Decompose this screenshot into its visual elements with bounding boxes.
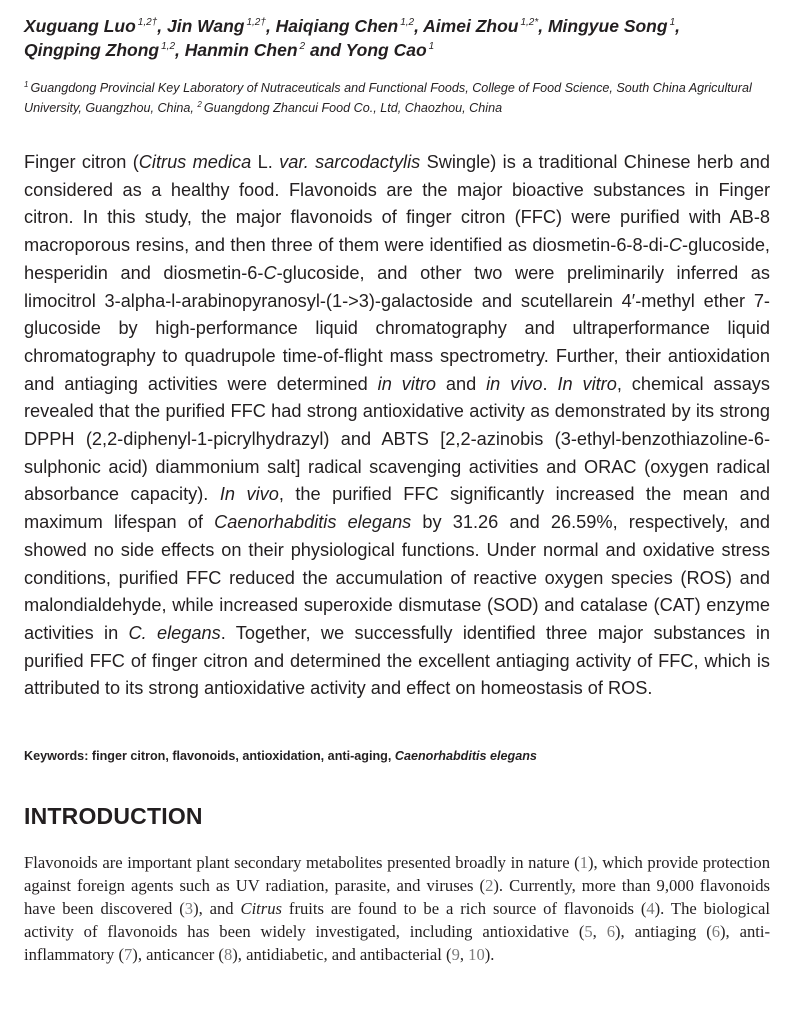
citation-link[interactable]: 1 — [579, 853, 588, 872]
author: Xuguang Luo $^{1,2\dagger}$, — [24, 16, 167, 36]
affiliation: Guangdong Provincial Key Laboratory of Nutraceuticals and Functional Foods, College of Food Science, South China Agricultural University, Guangzhou, China, — [24, 81, 752, 115]
citation-link[interactable]: 6 — [606, 922, 616, 942]
author: Mingyue Song $^1$, — [547, 16, 680, 36]
affiliation: Guangdong Zhancui Food Co., Ltd, Chaozhou, China — [203, 101, 503, 115]
keywords-label: Keywords: — [24, 749, 89, 763]
author-list — [24, 14, 784, 62]
citation-link[interactable]: 4 — [646, 899, 655, 919]
introduction-paragraph: Flavonoids are important plant secondary metabolites presented broadly in nature (1), which provide protection against foreign agents such as UV radiation, parasite, and viruses (2). Currently, more than 9,000 flavonoids have been discovered (3), and Citrus fruits are found to be a rich source of flavonoids (4). The biological activity of flavonoids has been widely investigated, including antioxidative (5, 6), antiaging (6), anti-inflammatory (7), anticancer (8), antidiabetic, and antibacterial (9, 10). — [24, 853, 770, 965]
affiliations: $^1$ Guangdong Provincial Key Laboratory of Nutraceuticals and Functional Foods, College of Food Science, South China Agricultural University, Guangzhou, China, $^2$ Guangdong Zhancui Food Co., Ltd, Chaozhou, China — [24, 80, 752, 115]
citation-link[interactable]: 8 — [223, 945, 233, 965]
citation-link[interactable]: 5 — [584, 922, 593, 942]
section-heading-introduction: INTRODUCTION — [24, 803, 203, 829]
author: Haiqiang Chen $^{1,2}$, — [275, 16, 424, 36]
author: Qingping Zhong $^{1,2}$, — [24, 40, 185, 60]
citation-link[interactable]: 7 — [124, 945, 133, 965]
author: Jin Wang $^{1,2\dagger}$, — [167, 16, 276, 36]
citation-link[interactable]: 10 — [468, 945, 485, 965]
author: Yong Cao $^1$ — [345, 40, 435, 60]
author: Hanmin Chen $^2$ and — [184, 40, 346, 60]
citation-link[interactable]: 3 — [184, 899, 194, 919]
keywords: Keywords: finger citron, flavonoids, antioxidation, anti-aging, Caenorhabditis elegans — [24, 749, 537, 763]
citation-link[interactable]: 9 — [451, 945, 460, 965]
citation-link[interactable]: 2 — [485, 876, 494, 896]
abstract: Finger citron (Citrus medica L. var. sarcodactylis Swingle) is a traditional Chinese herb and considered as a healthy food. Flavonoids are the major bioactive substances in Finger citron. In this study, the major flavonoids of finger citron (FFC) were purified with AB-8 macroporous resins, and then three of them were identified as diosmetin-6-8-di-C-glucoside, hesperidin and diosmetin-6-C-glucoside, and other two were preliminarily inferred as limocitrol 3-alpha-l-arabinopyranosyl-(1->3)-galactoside and scutellarein 4′-methyl ether 7-glucoside by high-performance liquid chromatography and ultraperformance liquid chromatography to quadrupole time-of-flight mass spectrometry. Further, their antioxidation and antiaging activities were determined in vitro and in vivo. In vitro, chemical assays revealed that the purified FFC had strong antioxidative activity as demonstrated by its strong DPPH (2,2-diphenyl-1-picrylhydrazyl) and ABTS [2,2-azinobis (3-ethyl-benzothiazoline-6-sulphonic acid) diammonium salt] radical scavenging activities and ORAC (oxygen radical absorbance capacity). In vivo, the purified FFC significantly increased the mean and maximum lifespan of Caenorhabditis elegans by 31.26 and 26.59%, respectively, and showed no side effects on their physiological functions. Under normal and oxidative stress conditions, purified FFC reduced the accumulation of reactive oxygen species (ROS) and malondialdehyde, while increased superoxide dismutase (SOD) and catalase (CAT) enzyme activities in C. elegans. Together, we successfully identified three major substances in purified FFC of finger citron and determined the excellent antiaging activity of FFC, which is attributed to its strong antioxidative activity and effect on homeostasis of ROS. — [24, 152, 770, 699]
citation-link[interactable]: 6 — [711, 922, 721, 942]
author: Aimei Zhou $^{1,2*}$, — [423, 16, 548, 36]
